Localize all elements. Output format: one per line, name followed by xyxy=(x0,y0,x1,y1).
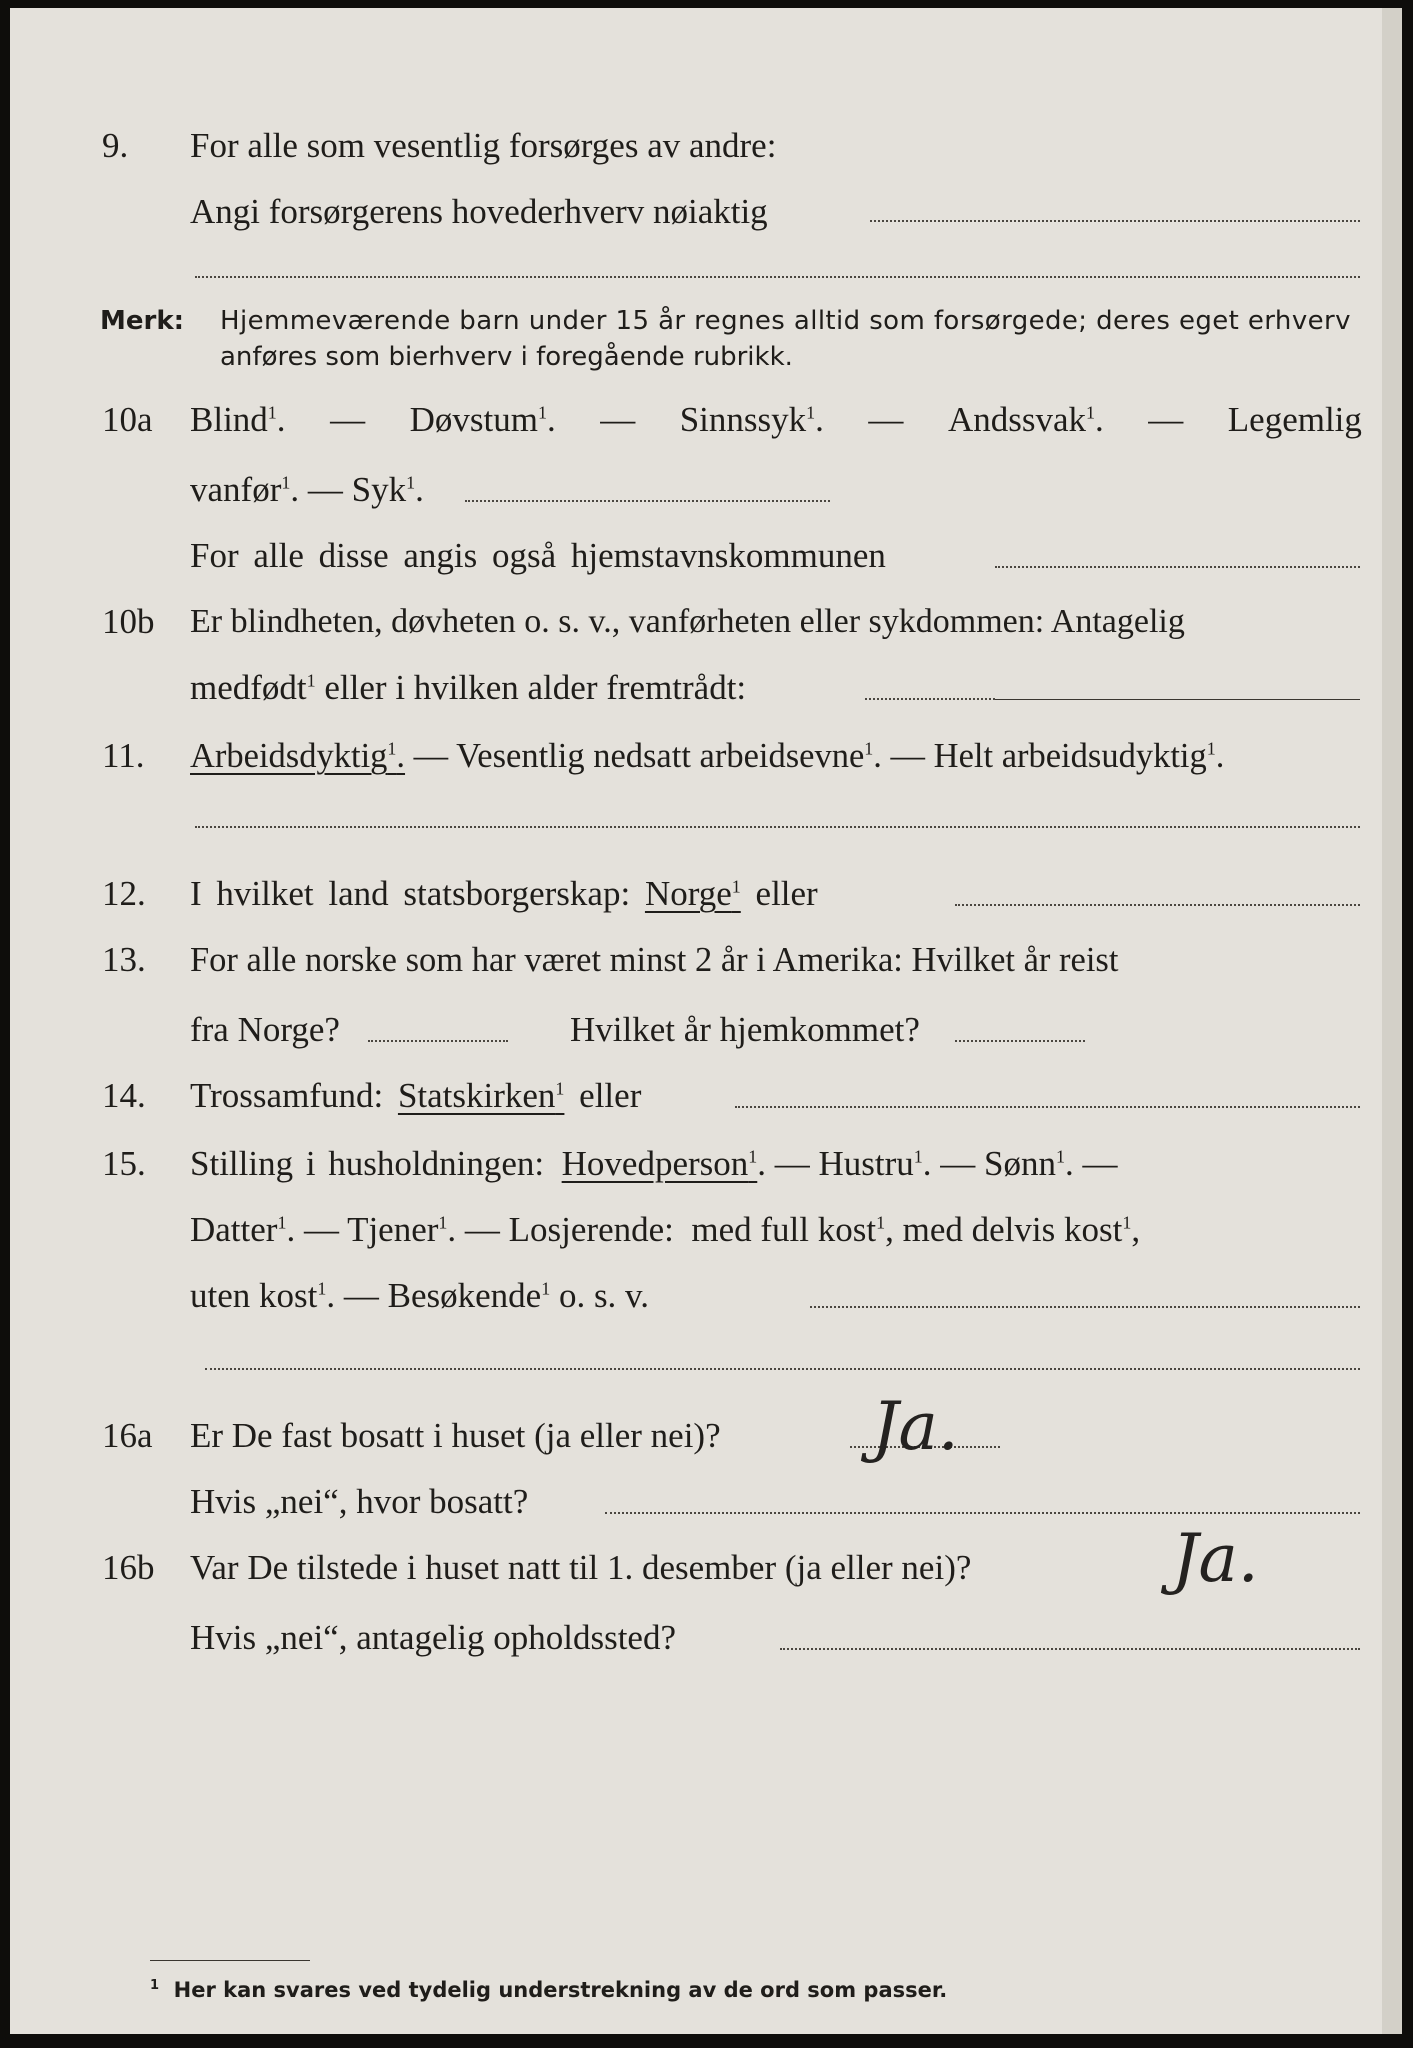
handwritten-answer-16a: Ja. xyxy=(872,1388,959,1465)
answer-line[interactable] xyxy=(995,699,1360,700)
question-text: medfødt$^1$ eller i hvilken alder fremtrådt: xyxy=(190,668,747,707)
question-text: For alle disse angis også hjemstavnskommunen xyxy=(190,536,886,575)
question-12 xyxy=(10,868,1382,920)
question-number: 10a xyxy=(102,400,153,439)
option-medfodt[interactable]: medfødt$^1$ xyxy=(190,668,316,707)
answer-norge-selected[interactable]: Norge$^1$ xyxy=(644,874,741,913)
question-number: 15. xyxy=(102,1144,146,1183)
question-10b xyxy=(10,596,1382,648)
option-uten-kost[interactable]: uten kost$^1$. xyxy=(190,1276,336,1315)
answer-line[interactable] xyxy=(605,1512,1360,1514)
question-13 xyxy=(10,934,1382,986)
question-text: For alle som vesentlig forsørges av andre: xyxy=(190,126,777,165)
answer-line[interactable] xyxy=(205,1368,1360,1370)
question-11 xyxy=(10,730,1382,782)
question-text: Datter$^1$. — Tjener$^1$. — Losjerende: med full kost$^1$, med delvis kost$^1$, xyxy=(190,1210,1141,1249)
option-delvis-kost[interactable]: med delvis kost$^1$, xyxy=(902,1210,1141,1249)
option-nedsatt[interactable]: Vesentlig nedsatt arbeidsevne$^1$. xyxy=(456,737,882,775)
question-text: Var De tilstede i huset natt til 1. desember (ja eller nei)? xyxy=(190,1548,972,1587)
option-andssvak[interactable]: Andssvak$^1$. xyxy=(947,400,1104,439)
question-15 xyxy=(10,1138,1382,1190)
question-number: 14. xyxy=(102,1076,146,1115)
page-edge xyxy=(1382,8,1402,2034)
question-15-line2 xyxy=(10,1204,1382,1256)
question-14 xyxy=(10,1070,1382,1122)
note-text: Hjemmeværende barn under 15 år regnes alltid som forsørgede; deres eget erhverv xyxy=(220,306,1351,336)
question-number: 11. xyxy=(102,736,145,775)
question-10b-line2 xyxy=(10,662,1382,714)
question-options xyxy=(190,394,1362,446)
handwritten-answer-16b: Ja. xyxy=(1172,1520,1259,1597)
option-full-kost[interactable]: med full kost$^1$, xyxy=(691,1210,894,1249)
answer-line[interactable] xyxy=(465,500,830,502)
question-text: Trossamfund: Statskirken$^1$ eller xyxy=(190,1076,642,1115)
question-13-line2 xyxy=(10,1004,1382,1056)
footnote xyxy=(150,1978,947,2002)
question-text: Hvis „nei“, hvor bosatt? xyxy=(190,1482,529,1521)
answer-line[interactable] xyxy=(780,1648,1360,1650)
question-number: 9. xyxy=(102,126,129,165)
answer-line[interactable] xyxy=(195,826,1360,828)
option-udyktig[interactable]: Helt arbeidsudyktig$^1$. xyxy=(933,737,1225,775)
option-arbeidsdyktig-selected[interactable]: Arbeidsdyktig$^1$. xyxy=(190,737,406,775)
separator: — xyxy=(330,400,366,439)
question-text: Er blindheten, døvheten o. s. v., vanførheten eller sykdommen: Antagelig xyxy=(190,603,1185,640)
separator: — xyxy=(307,470,343,509)
answer-line[interactable] xyxy=(870,220,1360,222)
option-syk[interactable]: Syk$^1$. xyxy=(351,470,424,509)
option-sonn[interactable]: Sønn$^1$. xyxy=(984,1144,1074,1183)
answer-statskirken-selected[interactable]: Statskirken$^1$ xyxy=(397,1076,565,1115)
option-vanfor[interactable]: vanfør$^1$. xyxy=(190,470,300,509)
answer-line[interactable] xyxy=(995,566,1360,568)
option-legemlig[interactable]: Legemlig xyxy=(1227,400,1362,439)
question-16a xyxy=(10,1410,1382,1462)
question-text: For alle norske som har været minst 2 år i Amerika: Hvilket år reist xyxy=(190,941,1119,979)
question-number: 10b xyxy=(102,602,155,641)
question-options: Arbeidsdyktig$^1$. — Vesentlig nedsatt arbeidsevne$^1$. — Helt arbeidsudyktig$^1$. xyxy=(190,737,1225,775)
question-9 xyxy=(10,120,1382,172)
separator: — xyxy=(600,400,636,439)
question-10a-line2 xyxy=(10,464,1382,516)
footnote-mark: 1 xyxy=(150,1978,160,1993)
question-10a-line3 xyxy=(10,530,1382,582)
answer-line[interactable] xyxy=(735,1106,1360,1108)
question-15-line3 xyxy=(10,1270,1382,1322)
question-10a xyxy=(10,394,1382,446)
question-16b-line2 xyxy=(10,1612,1382,1664)
census-form-page xyxy=(10,8,1382,2034)
answer-line[interactable] xyxy=(195,276,1360,278)
question-number: 16b xyxy=(102,1548,155,1587)
answer-line[interactable] xyxy=(955,1040,1085,1042)
question-text: I hvilket land statsborgerskap: Norge$^1$ eller xyxy=(190,874,818,913)
answer-line[interactable] xyxy=(368,1040,508,1042)
question-text xyxy=(190,464,424,516)
option-blind[interactable]: Blind$^1$. xyxy=(190,400,286,439)
question-number: 16a xyxy=(102,1416,153,1455)
answer-line[interactable] xyxy=(955,904,1360,906)
option-dovstum[interactable]: Døvstum$^1$. xyxy=(409,400,556,439)
question-text: Er De fast bosatt i huset (ja eller nei)? xyxy=(190,1416,721,1455)
option-sinnssyk[interactable]: Sinnssyk$^1$. xyxy=(679,400,824,439)
option-datter[interactable]: Datter$^1$. xyxy=(190,1210,296,1249)
option-tjener[interactable]: Tjener$^1$. xyxy=(347,1210,457,1249)
option-besokende[interactable]: Besøkende$^1$ xyxy=(387,1276,551,1315)
answer-line[interactable] xyxy=(865,698,995,700)
question-text: fra Norge? xyxy=(190,1010,340,1049)
note-text: anføres som bierhverv i foregående rubrikk. xyxy=(220,342,793,372)
question-9-line2 xyxy=(10,186,1382,238)
question-text: uten kost$^1$. — Besøkende$^1$ o. s. v. xyxy=(190,1276,650,1315)
footnote-rule xyxy=(150,1960,310,1961)
answer-line[interactable] xyxy=(810,1306,1360,1308)
separator: — xyxy=(1148,400,1184,439)
question-text: Angi forsørgerens hovederhverv nøiaktig xyxy=(190,192,768,231)
separator: — xyxy=(868,400,904,439)
option-hovedperson-selected[interactable]: Hovedperson$^1$ xyxy=(561,1144,758,1183)
question-text: Stilling i husholdningen: Hovedperson$^1$. — Hustru$^1$. — Sønn$^1$. — xyxy=(190,1144,1118,1183)
option-hustru[interactable]: Hustru$^1$. xyxy=(818,1144,932,1183)
question-text: Hvilket år hjemkommet? xyxy=(570,1010,920,1049)
note-label: Merk: xyxy=(100,306,185,336)
question-number: 13. xyxy=(102,940,146,979)
question-text: Hvis „nei“, antagelig opholdssted? xyxy=(190,1618,676,1657)
question-number: 12. xyxy=(102,874,146,913)
footnote-text: Her kan svares ved tydelig understrekning av de ord som passer. xyxy=(173,1978,948,2002)
